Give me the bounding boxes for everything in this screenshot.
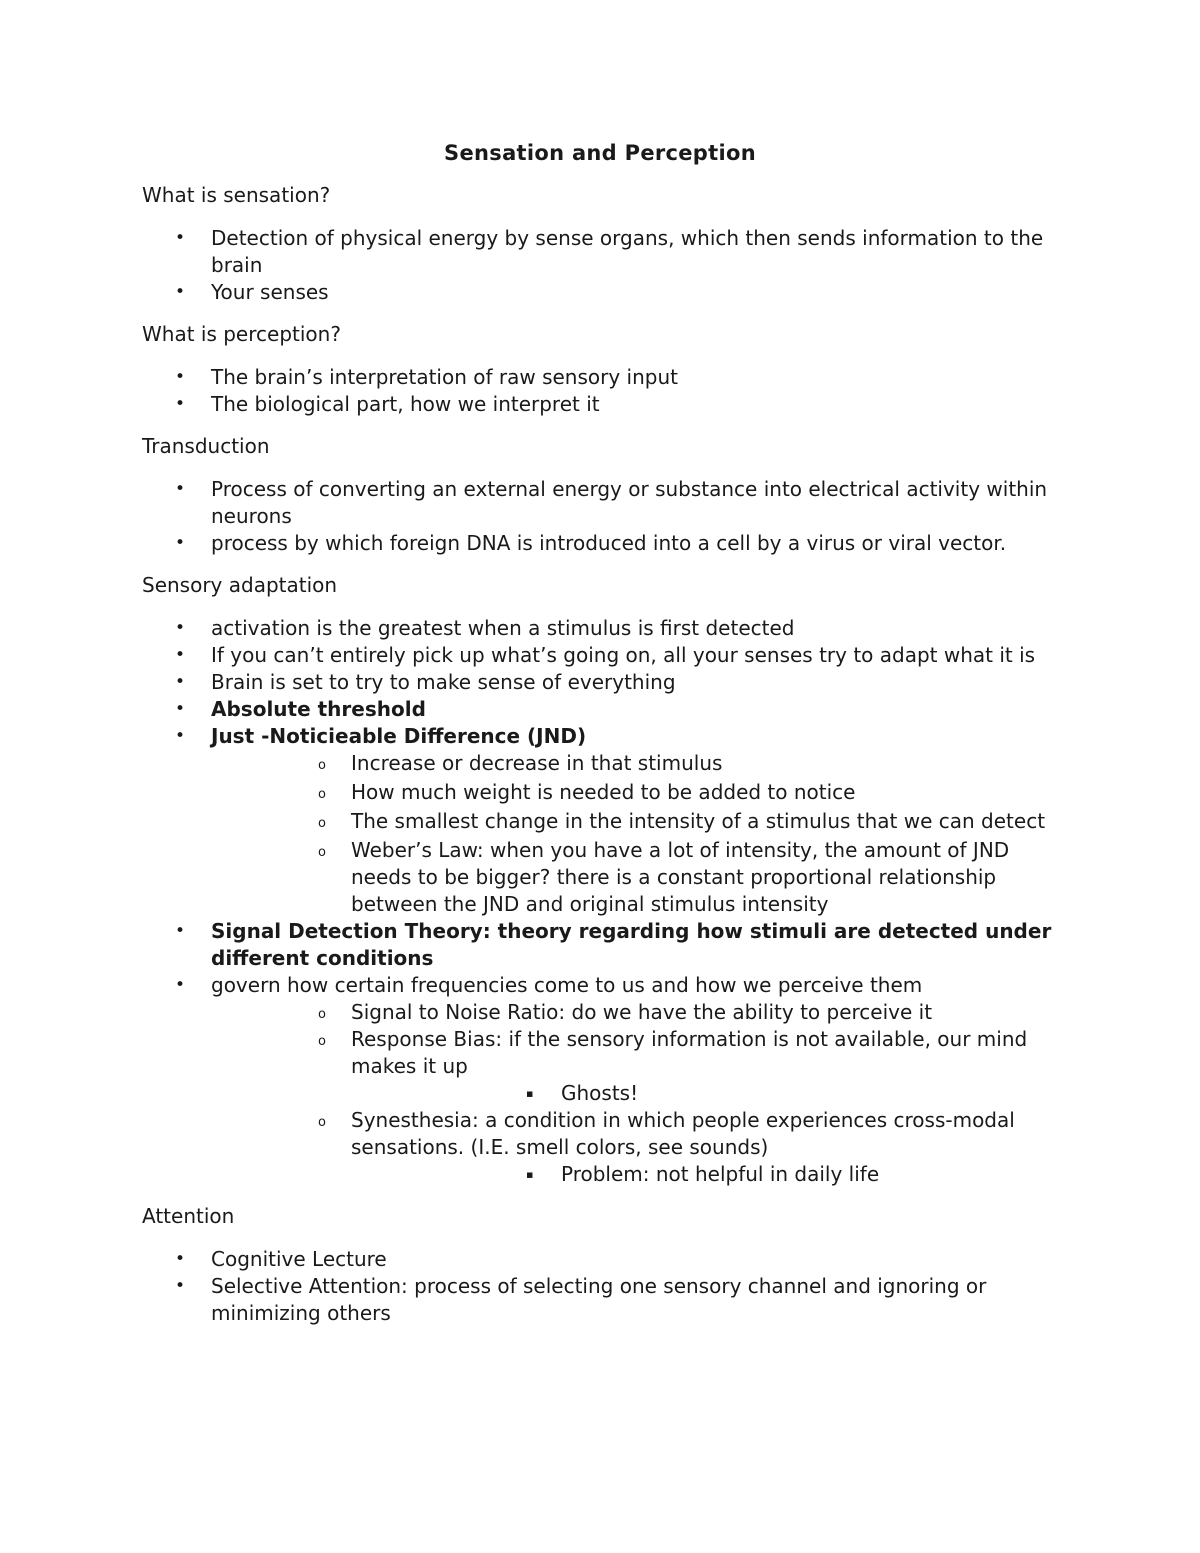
sub-list-item	[211, 779, 1072, 806]
circle-bullet-icon: o	[318, 845, 326, 860]
list-item	[142, 1246, 1072, 1273]
list-item-text: govern how certain frequencies come to us and how we perceive them	[211, 973, 923, 997]
bullet-icon: •	[175, 1276, 186, 1296]
section-heading-transduction: Transduction	[142, 434, 270, 458]
synesthesia-sublist	[351, 1161, 1072, 1188]
list-item-text: If you can’t entirely pick up what’s going on, all your senses try to adapt what it is	[211, 643, 1036, 667]
bullet-list-sensation	[142, 225, 1072, 306]
bullet-icon: •	[175, 228, 186, 248]
circle-bullet-icon: o	[318, 1034, 326, 1049]
jnd-sublist	[211, 750, 1072, 918]
sub-list-item	[211, 837, 1072, 918]
list-item-text: Detection of physical energy by sense organs, which then sends information to the brain	[211, 226, 1044, 277]
bullet-list-attention	[142, 1246, 1072, 1327]
list-item-text: Selective Attention: process of selecting one sensory channel and ignoring or minimizing others	[211, 1274, 987, 1325]
list-item-text: Cognitive Lecture	[211, 1247, 387, 1271]
list-item-text: Problem: not helpful in daily life	[561, 1162, 880, 1186]
signal-detection-term: Signal Detection Theory: theory regarding how stimuli are detected under different conditions	[211, 919, 1052, 970]
list-item	[142, 696, 1072, 723]
bullet-icon: •	[175, 479, 186, 499]
list-item	[142, 669, 1072, 696]
circle-bullet-icon: o	[318, 1115, 326, 1130]
list-item	[142, 918, 1072, 972]
bullet-icon: •	[175, 921, 186, 941]
list-item-text: How much weight is needed to be added to notice	[351, 780, 856, 804]
circle-bullet-icon: o	[318, 787, 326, 802]
bullet-icon: •	[175, 367, 186, 387]
bullet-list-perception	[142, 364, 1072, 418]
square-bullet-icon: ▪	[526, 1087, 534, 1100]
section-heading-sensation: What is sensation?	[142, 183, 331, 207]
list-item-text: Synesthesia: a condition in which people experiences cross-modal sensations. (I.E. smell colors, see sounds)	[351, 1108, 1015, 1159]
list-item-text: The biological part, how we interpret it	[211, 392, 600, 416]
list-item-text: Brain is set to try to make sense of everything	[211, 670, 676, 694]
section-heading-perception: What is perception?	[142, 322, 341, 346]
list-item	[142, 476, 1072, 530]
bullet-icon: •	[175, 282, 186, 302]
list-item-text: Response Bias: if the sensory information is not available, our mind makes it up	[351, 1027, 1028, 1078]
circle-bullet-icon: o	[318, 758, 326, 773]
list-item	[142, 972, 1072, 1188]
bullet-icon: •	[175, 1249, 186, 1269]
circle-bullet-icon: o	[318, 816, 326, 831]
sub-sub-list-item	[351, 1080, 1072, 1107]
list-item	[142, 364, 1072, 391]
sub-list-item	[211, 999, 1072, 1026]
bullet-icon: •	[175, 975, 186, 995]
bullet-list-transduction	[142, 476, 1072, 557]
bullet-list-sensory-adaptation	[142, 615, 1072, 1188]
circle-bullet-icon: o	[318, 1007, 326, 1022]
list-item	[142, 530, 1072, 557]
section-heading-sensory-adaptation: Sensory adaptation	[142, 573, 338, 597]
list-item-text: activation is the greatest when a stimulus is first detected	[211, 616, 795, 640]
bullet-icon: •	[175, 394, 186, 414]
govern-sublist	[211, 999, 1072, 1188]
sub-list-item	[211, 750, 1072, 777]
sub-list-item	[211, 1026, 1072, 1107]
list-item	[142, 391, 1072, 418]
list-item-text: The brain’s interpretation of raw sensory input	[211, 365, 678, 389]
square-bullet-icon: ▪	[526, 1168, 534, 1181]
list-item-text: Process of converting an external energy or substance into electrical activity within neurons	[211, 477, 1048, 528]
bullet-icon: •	[175, 533, 186, 553]
response-bias-sublist	[351, 1080, 1072, 1107]
absolute-threshold-term: Absolute threshold	[211, 697, 426, 721]
list-item-text: Ghosts!	[561, 1081, 639, 1105]
list-item-text: The smallest change in the intensity of a stimulus that we can detect	[351, 809, 1046, 833]
sub-list-item	[211, 808, 1072, 835]
list-item	[142, 723, 1072, 918]
document-title: Sensation and Perception	[444, 141, 756, 165]
list-item	[142, 225, 1072, 279]
bullet-icon: •	[175, 618, 186, 638]
bullet-icon: •	[175, 699, 186, 719]
sub-sub-list-item	[351, 1161, 1072, 1188]
list-item	[142, 279, 1072, 306]
list-item-text: Weber’s Law: when you have a lot of intensity, the amount of JND needs to be bigger? there is a constant proportional relationship between the JND and original stimulus intensity	[351, 838, 1010, 916]
list-item	[142, 642, 1072, 669]
list-item-text: Increase or decrease in that stimulus	[351, 751, 723, 775]
jnd-term: Just -Noticieable Difference (JND)	[211, 724, 587, 748]
bullet-icon: •	[175, 645, 186, 665]
list-item-text: process by which foreign DNA is introduced into a cell by a virus or viral vector.	[211, 531, 1007, 555]
document-body	[142, 182, 1072, 1327]
list-item-text: Your senses	[211, 280, 329, 304]
list-item-text: Signal to Noise Ratio: do we have the ability to perceive it	[351, 1000, 933, 1024]
list-item	[142, 1273, 1072, 1327]
sub-list-item	[211, 1107, 1072, 1188]
section-heading-attention: Attention	[142, 1204, 235, 1228]
list-item	[142, 615, 1072, 642]
bullet-icon: •	[175, 726, 186, 746]
bullet-icon: •	[175, 672, 186, 692]
